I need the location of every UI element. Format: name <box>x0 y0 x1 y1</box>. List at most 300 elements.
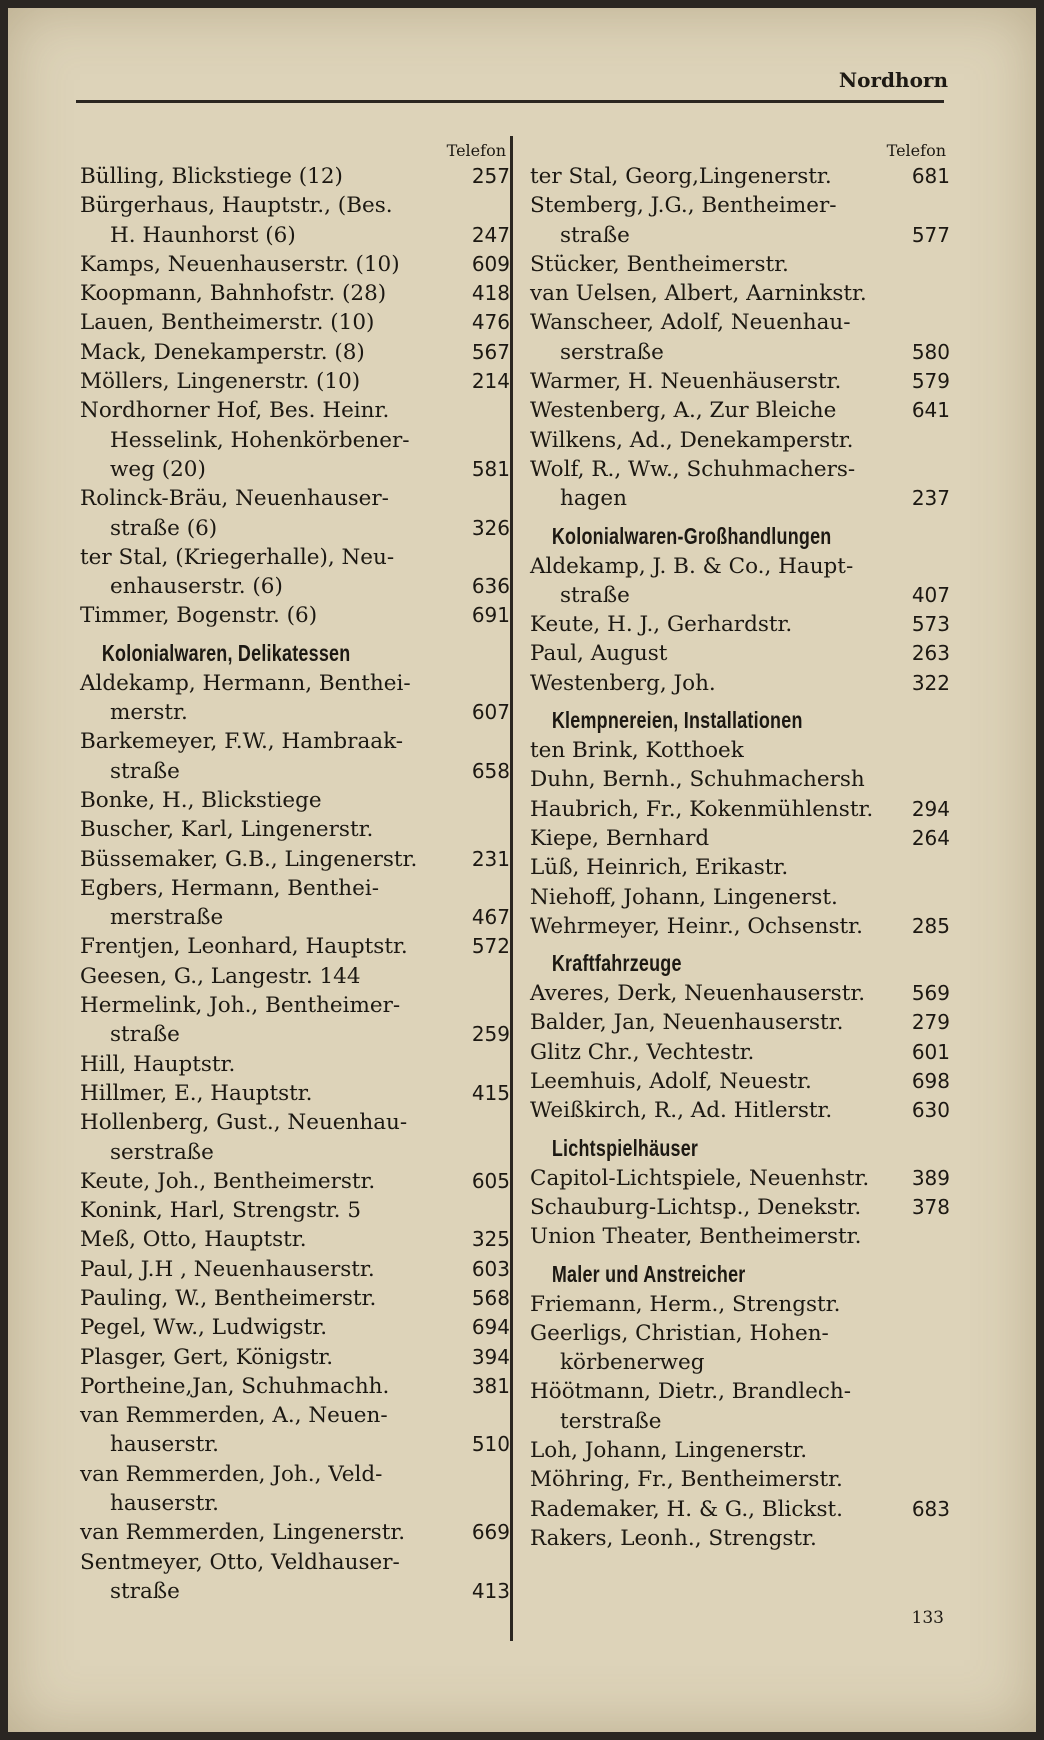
phone-number: 294 <box>911 796 950 821</box>
entry-text: enhauserstr. (6) <box>110 574 283 600</box>
entry-line <box>80 1313 510 1342</box>
section-heading: Kolonialwaren, Delikatessen <box>101 639 351 666</box>
directory-entry <box>80 991 510 1050</box>
directory-entry <box>530 1319 950 1378</box>
entry-line <box>530 795 950 824</box>
phone-number: 694 <box>471 1315 510 1340</box>
phone-number: 407 <box>911 582 950 607</box>
entry-line <box>530 1495 950 1524</box>
phone-number: 698 <box>911 1069 950 1094</box>
phone-number: 607 <box>471 700 510 725</box>
phone-number: 568 <box>471 1285 510 1310</box>
directory-entry <box>530 1377 950 1436</box>
entry-text: Koopmann, Bahnhofstr. (28) <box>80 281 387 307</box>
phone-number: 264 <box>911 825 950 850</box>
entry-line <box>530 736 950 765</box>
entry-text: ter Stal, Georg,Lingenerstr. <box>530 164 832 189</box>
entry-line <box>530 191 950 220</box>
entry-text: Geesen, G., Langestr. 144 <box>80 963 361 989</box>
entry-line <box>80 669 510 698</box>
entry-text: Bonke, H., Blickstiege <box>80 787 322 813</box>
directory-entry <box>80 1196 510 1225</box>
entry-text: Rakers, Leonh., Strengstr. <box>530 1525 817 1551</box>
entry-text: Höötmann, Dietr., Brandlech- <box>530 1379 851 1405</box>
section-heading: Klempnereien, Installationen <box>551 707 803 734</box>
entry-line <box>530 455 950 484</box>
entry-line <box>530 1524 950 1553</box>
directory-entry <box>80 1079 510 1108</box>
directory-entry <box>530 308 950 367</box>
entry-line <box>80 1138 510 1167</box>
directory-entry <box>80 669 510 728</box>
entry-line <box>80 932 510 961</box>
entry-line <box>80 727 510 756</box>
entry-text: Balder, Jan, Neuenhauserstr. <box>530 1010 844 1036</box>
directory-entry <box>80 396 510 484</box>
entry-line <box>80 1255 510 1284</box>
entry-line <box>530 1067 950 1096</box>
entry-text: Pegel, Ww., Ludwigstr. <box>80 1315 328 1341</box>
right-column <box>530 140 950 1553</box>
entry-line <box>530 1465 950 1494</box>
entry-line <box>80 757 510 786</box>
phone-number: 279 <box>911 1010 950 1035</box>
entry-text: straße (6) <box>110 515 218 541</box>
entry-line <box>80 1460 510 1489</box>
entry-line <box>530 765 950 794</box>
phone-number: 577 <box>911 222 950 247</box>
entry-text: Möhring, Fr., Bentheimerstr. <box>530 1467 843 1493</box>
phone-number: 567 <box>471 339 510 364</box>
entry-line <box>80 221 510 250</box>
entry-line <box>530 1348 950 1377</box>
entry-text: straße <box>560 222 630 248</box>
entry-line <box>80 1225 510 1254</box>
entry-text: Timmer, Bogenstr. (6) <box>80 603 318 629</box>
entry-text: merstr. <box>110 700 188 726</box>
directory-entry <box>530 883 950 912</box>
entry-line <box>80 786 510 815</box>
page-number: 133 <box>911 1608 944 1628</box>
telefon-label: Telefon <box>886 141 946 160</box>
directory-entry <box>530 853 950 882</box>
entry-line <box>80 1401 510 1430</box>
directory-entry <box>80 1108 510 1167</box>
section-heading: Maler und Anstreicher <box>551 1260 746 1287</box>
directory-entry <box>80 1460 510 1519</box>
directory-entry <box>80 162 510 191</box>
phone-number: 641 <box>911 398 950 423</box>
directory-entry <box>80 308 510 337</box>
directory-entry <box>80 484 510 543</box>
directory-entry <box>80 1167 510 1196</box>
entry-line <box>530 1096 950 1125</box>
phone-number: 601 <box>911 1039 950 1064</box>
entry-text: Westenberg, Joh. <box>530 670 716 696</box>
phone-number: 237 <box>911 486 950 511</box>
entry-text: Bürgerhaus, Hauptstr., (Bes. <box>80 193 393 219</box>
entry-text: Wolf, R., Ww., Schuhmachers- <box>530 456 856 482</box>
entry-line <box>80 1284 510 1313</box>
phone-number: 231 <box>471 846 510 871</box>
directory-entry <box>80 786 510 815</box>
phone-number: 378 <box>911 1194 950 1219</box>
entry-line <box>80 815 510 844</box>
directory-entry <box>530 426 950 455</box>
entry-text: Rademaker, H. & G., Blickst. <box>530 1496 843 1522</box>
entry-text: Union Theater, Bentheimerstr. <box>530 1224 862 1250</box>
entry-line <box>80 279 510 308</box>
entry-line <box>80 1196 510 1225</box>
phone-number: 510 <box>471 1432 510 1457</box>
entry-line <box>530 1193 950 1222</box>
entry-line <box>80 698 510 727</box>
directory-entry <box>530 191 950 250</box>
entry-line <box>530 581 950 610</box>
directory-entry <box>80 1401 510 1460</box>
entry-line <box>530 669 950 698</box>
entry-text: Stücker, Bentheimerstr. <box>530 251 789 277</box>
entry-line <box>80 367 510 396</box>
entry-line <box>80 514 510 543</box>
phone-number: 257 <box>471 164 510 188</box>
directory-entry <box>80 1548 510 1607</box>
directory-entry <box>80 1372 510 1401</box>
directory-entry <box>530 1290 950 1319</box>
entry-text: Egbers, Hermann, Benthei- <box>80 875 379 901</box>
section-heading: Lichtspielhäuser <box>551 1134 699 1161</box>
directory-entry <box>530 912 950 941</box>
directory-entry <box>80 727 510 786</box>
entry-text: Stemberg, J.G., Bentheimer- <box>530 193 837 219</box>
directory-entry <box>530 1008 950 1037</box>
column-divider <box>510 136 513 1641</box>
entry-text: straße <box>560 582 630 608</box>
entry-text: hauserstr. <box>110 1491 219 1517</box>
phone-number: 609 <box>471 251 510 276</box>
entry-text: hagen <box>560 486 627 512</box>
entry-text: ten Brink, Kotthoek <box>530 738 744 764</box>
entry-text: Buscher, Karl, Lingenerstr. <box>80 817 374 843</box>
phone-number: 580 <box>911 339 950 364</box>
entry-line <box>80 308 510 337</box>
directory-entry <box>530 279 950 308</box>
directory-entry <box>80 1284 510 1313</box>
entry-line <box>80 1489 510 1518</box>
section-heading: Kraftfahrzeuge <box>551 950 682 977</box>
entry-text: Mack, Denekamperstr. (8) <box>80 339 365 365</box>
directory-entry <box>80 845 510 874</box>
entry-line <box>530 912 950 941</box>
directory-entry <box>530 736 950 765</box>
entry-text: körbenerweg <box>560 1350 705 1376</box>
entry-text: weg (20) <box>110 456 206 482</box>
entry-text: Sentmeyer, Otto, Veldhauser- <box>80 1549 400 1575</box>
entry-line <box>530 338 950 367</box>
entry-line <box>530 1164 950 1193</box>
entry-line <box>530 1222 950 1251</box>
phone-number: 476 <box>471 310 510 335</box>
phone-number: 573 <box>911 612 950 637</box>
entry-text: Büssemaker, G.B., Lingenerstr. <box>80 846 418 872</box>
entry-line <box>80 426 510 455</box>
entry-text: Kiepe, Bernhard <box>530 825 710 851</box>
left-column <box>80 140 510 1606</box>
directory-entry <box>80 932 510 961</box>
phone-number: 322 <box>911 670 950 695</box>
directory-entry <box>80 1225 510 1254</box>
entry-line <box>530 610 950 639</box>
phone-number: 415 <box>471 1080 510 1105</box>
phone-number: 581 <box>471 456 510 481</box>
entry-line <box>80 991 510 1020</box>
phone-number: 389 <box>911 1165 950 1190</box>
phone-number: 263 <box>911 641 950 666</box>
entry-text: van Uelsen, Albert, Aarninkstr. <box>530 281 867 307</box>
entry-text: Warmer, H. Neuenhäuserstr. <box>530 369 842 395</box>
entry-text: Kamps, Neuenhauserstr. (10) <box>80 251 400 277</box>
entry-text: terstraße <box>560 1408 662 1434</box>
phone-number: 681 <box>911 164 950 188</box>
entry-line <box>530 1407 950 1436</box>
directory-entry <box>530 1164 950 1193</box>
phone-number: 683 <box>911 1496 950 1521</box>
phone-number: 418 <box>471 281 510 306</box>
entry-line <box>530 824 950 853</box>
phone-number: 669 <box>471 1520 510 1545</box>
entry-text: Möllers, Lingenerstr. (10) <box>80 369 361 395</box>
entry-text: Niehoff, Johann, Lingenerst. <box>530 884 838 910</box>
entry-line <box>80 543 510 572</box>
entry-line <box>530 162 950 191</box>
directory-entry <box>80 874 510 933</box>
entry-line <box>80 1518 510 1547</box>
entry-line <box>530 396 950 425</box>
entry-line <box>530 279 950 308</box>
directory-entry <box>530 1067 950 1096</box>
entry-text: hauserstr. <box>110 1432 219 1458</box>
directory-entry <box>530 367 950 396</box>
entry-text: Friemann, Herm., Strengstr. <box>530 1291 841 1317</box>
entry-text: Portheine,Jan, Schuhmachh. <box>80 1373 390 1399</box>
phone-number: 247 <box>471 222 510 247</box>
entry-text: Keute, Joh., Bentheimerstr. <box>80 1168 376 1194</box>
entry-text: Loh, Johann, Lingenerstr. <box>530 1437 808 1463</box>
entry-text: merstraße <box>110 905 224 931</box>
entry-text: Plasger, Gert, Königstr. <box>80 1344 334 1370</box>
entry-text: Westenberg, A., Zur Bleiche <box>530 398 837 424</box>
entry-line <box>530 221 950 250</box>
phone-number: 413 <box>471 1578 510 1603</box>
entry-line <box>530 1377 950 1406</box>
directory-entry <box>530 162 950 191</box>
entry-text: Wanscheer, Adolf, Neuenhau- <box>530 310 851 336</box>
directory-entry <box>530 610 950 639</box>
entry-line <box>80 338 510 367</box>
directory-entry <box>530 1495 950 1524</box>
phone-number: 285 <box>911 913 950 938</box>
phone-number: 572 <box>471 934 510 959</box>
entry-text: Hill, Hauptstr. <box>80 1051 236 1077</box>
directory-entry <box>80 1050 510 1079</box>
telefon-label: Telefon <box>446 141 506 160</box>
phone-number: 636 <box>471 574 510 599</box>
directory-entry <box>530 250 950 279</box>
entry-text: H. Haunhorst (6) <box>110 222 296 248</box>
directory-entry <box>530 639 950 668</box>
entry-line <box>80 1430 510 1459</box>
entry-text: Rolinck-Bräu, Neuenhauser- <box>80 486 389 512</box>
phone-number: 214 <box>471 369 510 394</box>
entry-line <box>80 1108 510 1137</box>
entry-line <box>530 883 950 912</box>
entry-text: Schauburg-Lichtsp., Denekstr. <box>530 1194 862 1220</box>
entry-line <box>80 1079 510 1108</box>
entry-text: Barkemeyer, F.W., Hambraak- <box>80 729 404 755</box>
entry-text: Lauen, Bentheimerstr. (10) <box>80 310 375 336</box>
directory-page <box>8 8 1036 1732</box>
entry-text: van Remmerden, Lingenerstr. <box>80 1520 406 1546</box>
entry-text: serstraße <box>560 339 664 365</box>
entry-text: Glitz Chr., Vechtestr. <box>530 1039 755 1065</box>
entry-text: Paul, J.H , Neuenhauserstr. <box>80 1256 375 1282</box>
directory-entry <box>530 552 950 611</box>
entry-line <box>530 1038 950 1067</box>
directory-entry <box>530 669 950 698</box>
entry-line <box>530 308 950 337</box>
entry-text: Hermelink, Joh., Bentheimer- <box>80 993 401 1019</box>
entry-line <box>80 572 510 601</box>
entry-line <box>80 1343 510 1372</box>
directory-entry <box>80 1313 510 1342</box>
directory-entry <box>530 979 950 1008</box>
directory-entry <box>530 1436 950 1465</box>
entry-line <box>530 250 950 279</box>
phone-number: 467 <box>471 905 510 930</box>
directory-entry <box>530 1465 950 1494</box>
directory-entry <box>530 455 950 514</box>
directory-entry <box>80 1518 510 1547</box>
entry-line <box>80 845 510 874</box>
entry-line <box>80 250 510 279</box>
directory-entry <box>530 1222 950 1251</box>
directory-entry <box>530 1524 950 1553</box>
entry-line <box>530 853 950 882</box>
directory-entry <box>80 250 510 279</box>
entry-text: straße <box>110 1578 180 1604</box>
entry-line <box>80 1020 510 1049</box>
entry-line <box>530 1008 950 1037</box>
entry-line <box>80 162 510 191</box>
entry-line <box>530 1436 950 1465</box>
entry-line <box>80 601 510 630</box>
entry-text: straße <box>110 1022 180 1048</box>
entry-line <box>80 1050 510 1079</box>
entry-line <box>80 1548 510 1577</box>
directory-entry <box>80 962 510 991</box>
phone-number: 569 <box>911 981 950 1006</box>
entry-text: Paul, August <box>530 641 668 667</box>
directory-entry <box>80 543 510 602</box>
entry-text: Wilkens, Ad., Denekamperstr. <box>530 427 854 453</box>
directory-entry <box>80 601 510 630</box>
entry-line <box>530 367 950 396</box>
running-head: Nordhorn <box>838 68 948 92</box>
directory-entry <box>80 191 510 250</box>
entry-line <box>80 962 510 991</box>
entry-text: Averes, Derk, Neuenhauserstr. <box>530 981 866 1007</box>
directory-entry <box>530 765 950 794</box>
phone-number: 605 <box>471 1168 510 1193</box>
entry-line <box>80 903 510 932</box>
directory-entry <box>80 279 510 308</box>
section-heading: Kolonialwaren-Großhandlungen <box>551 522 832 549</box>
entry-line <box>80 874 510 903</box>
entry-text: straße <box>110 758 180 784</box>
directory-entry <box>530 795 950 824</box>
directory-entry <box>530 396 950 425</box>
entry-text: Capitol-Lichtspiele, Neuenhstr. <box>530 1165 870 1191</box>
phone-number: 259 <box>471 1022 510 1047</box>
entry-text: Frentjen, Leonhard, Hauptstr. <box>80 934 408 960</box>
entry-text: Hollenberg, Gust., Neuenhau- <box>80 1110 408 1136</box>
entry-text: Weißkirch, R., Ad. Hitlerstr. <box>530 1098 833 1124</box>
entry-text: ter Stal, (Kriegerhalle), Neu- <box>80 544 395 570</box>
entry-line <box>80 455 510 484</box>
directory-entry <box>80 367 510 396</box>
entry-text: Leemhuis, Adolf, Neuestr. <box>530 1069 812 1095</box>
entry-text: Haubrich, Fr., Kokenmühlenstr. <box>530 796 874 822</box>
entry-line <box>530 426 950 455</box>
entry-text: Lüß, Heinrich, Erikastr. <box>530 855 789 881</box>
entry-text: Duhn, Bernh., Schuhmachersh <box>530 767 865 793</box>
entry-text: Wehrmeyer, Heinr., Ochsenstr. <box>530 913 863 939</box>
entry-line <box>530 1290 950 1319</box>
entry-text: Hesselink, Hohenkörbener- <box>110 427 410 453</box>
header-rule <box>76 100 944 103</box>
phone-number: 658 <box>471 758 510 783</box>
directory-entry <box>530 1096 950 1125</box>
entry-text: Aldekamp, Hermann, Benthei- <box>80 670 411 696</box>
entry-text: van Remmerden, Joh., Veld- <box>80 1461 383 1487</box>
entry-line <box>80 1372 510 1401</box>
entry-line <box>80 396 510 425</box>
entry-text: Konink, Harl, Strengstr. 5 <box>80 1198 362 1224</box>
entry-text: Bülling, Blickstiege (12) <box>80 164 343 189</box>
entry-text: Geerligs, Christian, Hohen- <box>530 1320 829 1346</box>
entry-text: van Remmerden, A., Neuen- <box>80 1403 388 1429</box>
phone-number: 381 <box>471 1373 510 1398</box>
entry-text: Keute, H. J., Gerhardstr. <box>530 612 793 638</box>
directory-entry <box>80 338 510 367</box>
entry-line <box>80 1577 510 1606</box>
entry-line <box>530 552 950 581</box>
directory-entry <box>530 1038 950 1067</box>
phone-number: 630 <box>911 1098 950 1123</box>
entry-text: serstraße <box>110 1139 214 1165</box>
entry-line <box>80 484 510 513</box>
entry-line <box>530 639 950 668</box>
entry-text: Hillmer, E., Hauptstr. <box>80 1080 313 1106</box>
entry-text: Pauling, W., Bentheimerstr. <box>80 1285 377 1311</box>
phone-number: 326 <box>471 515 510 540</box>
directory-entry <box>530 1193 950 1222</box>
phone-number: 603 <box>471 1256 510 1281</box>
entry-line <box>530 1319 950 1348</box>
directory-entry <box>80 1343 510 1372</box>
entry-text: Nordhorner Hof, Bes. Heinr. <box>80 398 390 424</box>
phone-number: 394 <box>471 1344 510 1369</box>
